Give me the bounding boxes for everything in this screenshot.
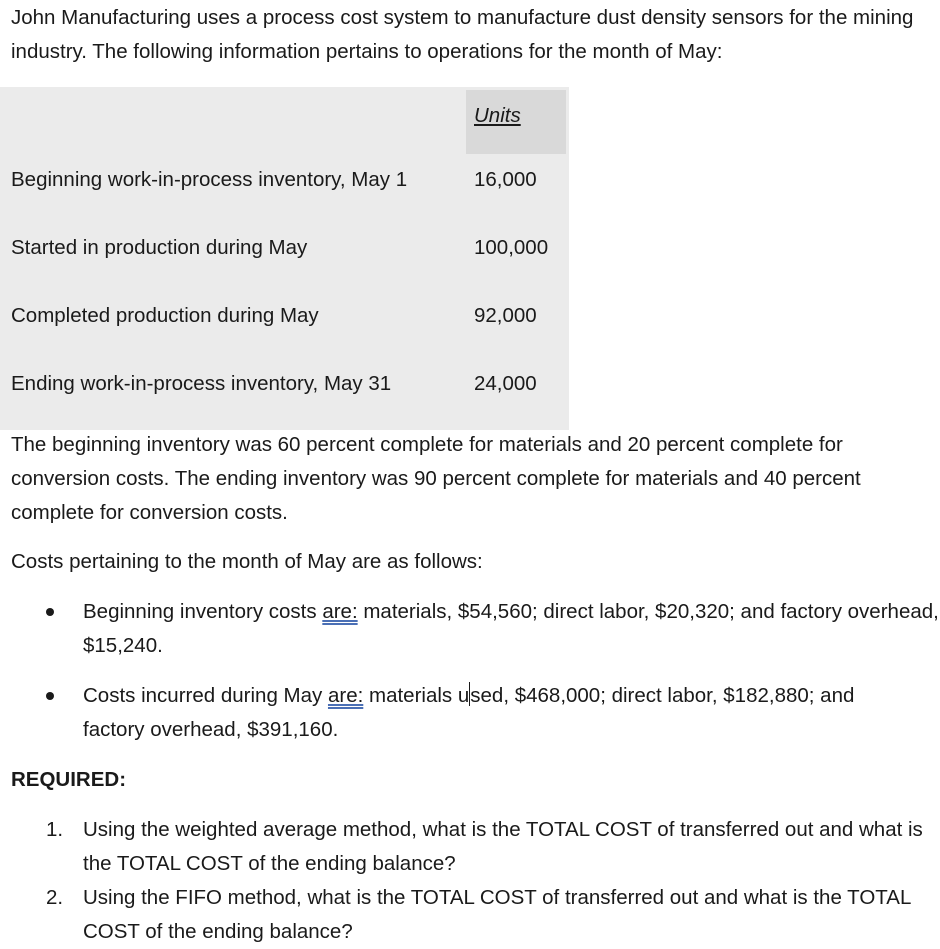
bullet-2-mid-a: materials u xyxy=(363,684,470,707)
completion-paragraph: The beginning inventory was 60 percent complete for materials and 20 percent complete for conversion costs. The ending inventory was 90 percent complete for materials and 40 percent complete for conversion costs. xyxy=(11,433,861,524)
row-value-beginning-wip: 16,000 xyxy=(474,168,537,191)
row-label-ending-wip: Ending work-in-process inventory, May 31 xyxy=(11,372,392,395)
bullet-2-dot xyxy=(46,692,54,700)
row-label-beginning-wip: Beginning work-in-process inventory, May 1 xyxy=(11,168,408,191)
row-label-started: Started in production during May xyxy=(11,236,308,259)
bullet-2-mid-b: sed, $468,000; direct labor, $182,880; and factory overhead, $391,160. xyxy=(83,684,855,741)
bullet-1-post: materials, $54,560; direct labor, $20,320; and factory overhead, $15,240. xyxy=(83,600,939,657)
bullet-1-underlined: are: xyxy=(322,600,358,623)
bullet-beginning-costs xyxy=(83,595,940,663)
units-header-cell xyxy=(466,90,566,154)
bullet-1-dot xyxy=(46,608,54,616)
question-2-number: 2. xyxy=(46,886,64,909)
costs-intro: Costs pertaining to the month of May are as follows: xyxy=(11,550,483,573)
bullet-1-pre: Beginning inventory costs xyxy=(83,600,323,623)
question-2-text: Using the FIFO method, what is the TOTAL COST of transferred out and what is the TOTAL COST of the ending balance? xyxy=(83,886,911,943)
required-heading: REQUIRED: xyxy=(11,768,127,791)
question-1-number: 1. xyxy=(46,818,64,841)
intro-paragraph: John Manufacturing uses a process cost system to manufacture dust density sensors for the mining industry. The following information pertains to operations for the month of May: xyxy=(11,6,914,63)
row-value-ending-wip: 24,000 xyxy=(474,372,537,395)
bullet-2-underlined: are: xyxy=(327,684,364,707)
bullet-2-pre: Costs incurred during May xyxy=(83,684,328,707)
row-value-started: 100,000 xyxy=(474,236,549,259)
units-table xyxy=(0,87,569,430)
units-column-header: Units xyxy=(474,104,521,127)
question-1-text: Using the weighted average method, what is the TOTAL COST of transferred out and what is the TOTAL COST of the ending balance? xyxy=(83,818,923,875)
bullet-incurred-costs xyxy=(83,679,918,747)
row-value-completed: 92,000 xyxy=(474,304,537,327)
row-label-completed: Completed production during May xyxy=(11,304,319,327)
